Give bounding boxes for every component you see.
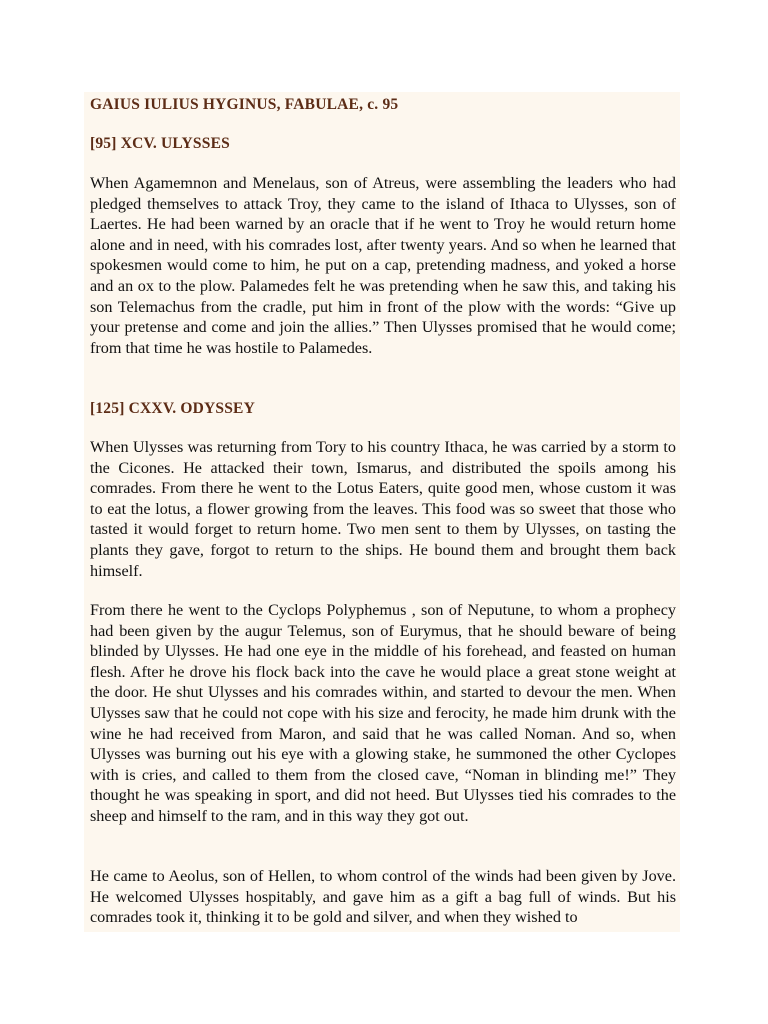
paragraph: When Ulysses was returning from Tory to his country Ithaca, he was carried by a storm to the Cicones. He attacked their town, Ismarus, and distributed the spoils among his comrades. From there he went to the Lotus Eaters, quite good men, whose custom it was to eat the lotus, a flower growing from the leaves. This food was so sweet that those who tasted it would forget to return home. Two men sent to them by Ulysses, on tasting the plants they gave, forgot to return to the ships. He bound them and brought them back himself.: [90, 438, 676, 580]
paragraph: When Agamemnon and Menelaus, son of Atreus, were assembling the leaders who had pledged themselves to attack Troy, they came to the island of Ithaca to Ulysses, son of Laertes. He had been warned by an oracle that if he went to Troy he would return home alone and in need, with his comrades lost, after twenty years. And so when he learned that spokesmen would come to him, he put on a cap, pretending madness, and yoked a horse and an ox to the plow. Palamedes felt he was pretending when he saw this, and taking his son Telemachus from the cradle, put him in front of the plow with the words: “Give up your pretense and come and join the allies.” Then Ulysses promised that he would come; from that time he was hostile to Palamedes.: [90, 174, 676, 357]
section-heading-ulysses: [95] XCV. ULYSSES: [90, 135, 230, 152]
paragraph: From there he went to the Cyclops Polyphemus , son of Neputune, to whom a prophecy had been given by the augur Telemus, son of Eurymus, that he should beware of being blinded by Ulysses. He had one eye in the middle of his forehead, and feasted on human flesh. After he drove his flock back into the cave he would place a great stone weight at the door. He shut Ulysses and his comrades within, and started to devour the men. When Ulysses saw that he could not cope with his size and ferocity, he made him drunk with the wine he had received from Maron, and said that he was called Noman. And so, when Ulysses was burning out his eye with a glowing stake, he summoned the other Cyclopes with is cries, and called to them from the closed cave, “Noman in blinding me!” They thought he was speaking in sport, and did not heed. But Ulysses tied his comrades to the sheep and himself to the ram, and in this way they got out.: [90, 601, 676, 825]
document-title: GAIUS IULIUS HYGINUS, FABULAE, c. 95: [90, 96, 399, 113]
document-page: [84, 92, 680, 932]
paragraph: He came to Aeolus, son of Hellen, to whom control of the winds had been given by Jove. He welcomed Ulysses hospitably, and gave him as a gift a bag full of winds. But his comrades took it, thinking it to be gold and silver, and when they wished to: [90, 867, 676, 927]
section-heading-odyssey: [125] CXXV. ODYSSEY: [90, 400, 255, 417]
